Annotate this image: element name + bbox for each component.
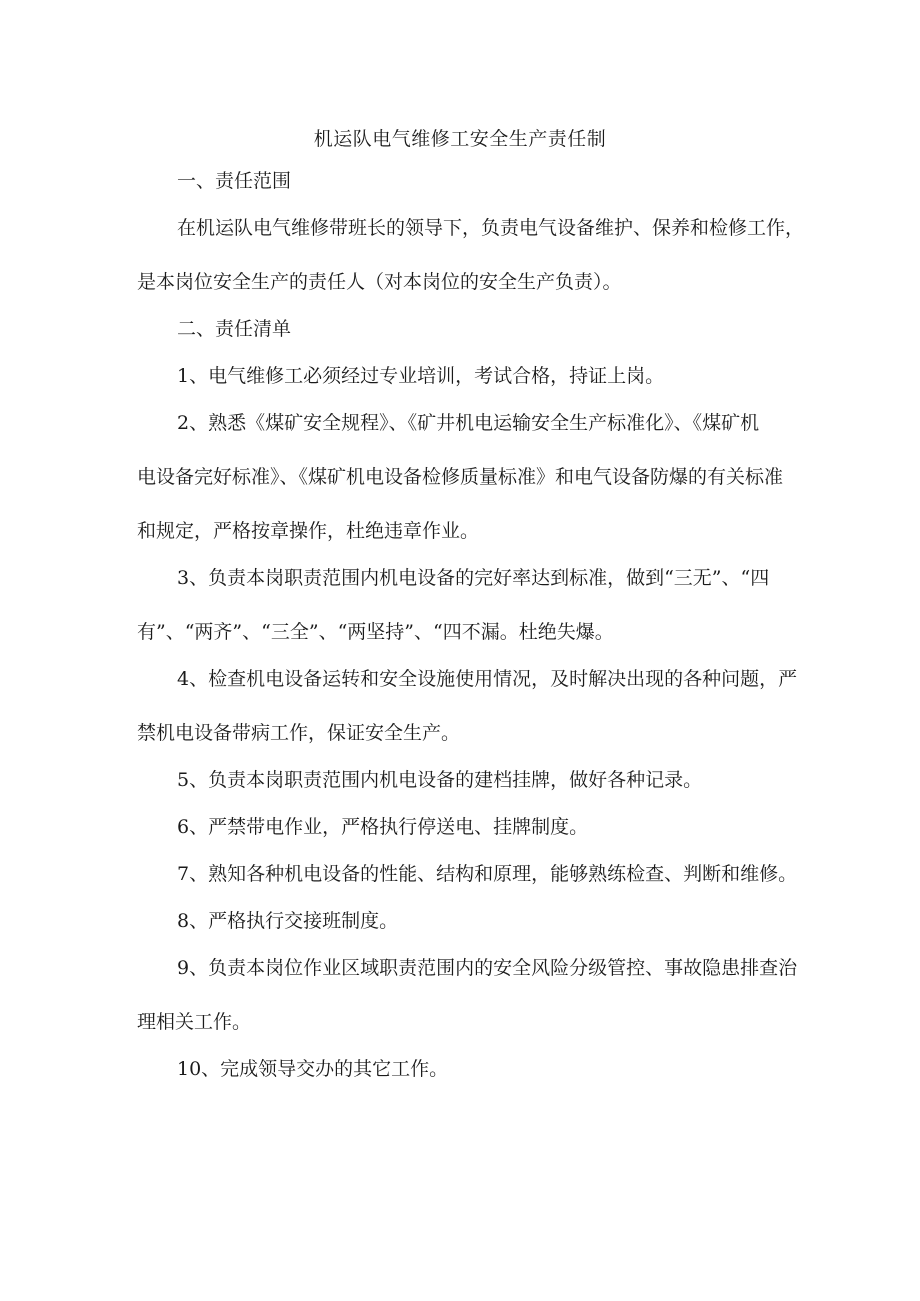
list-item: 10、完成领导交办的其它工作。 (177, 1058, 449, 1080)
scope-line: 是本岗位安全生产的责任人（对本岗位的安全生产负责）。 (137, 271, 622, 293)
list-item: 3、负责本岗职责范围内机电设备的完好率达到标准，做到“三无”、“四 有”、“两齐”、“三全”、“两坚持”、“四不漏。杜绝失爆。 (137, 567, 770, 643)
list-item: 5、负责本岗职责范围内机电设备的建档挂牌，做好各种记录。 (177, 769, 703, 791)
list-item: 9、负责本岗位作业区域职责范围内的安全风险分级管控、事故隐患排查治 理相关工作。 (137, 957, 798, 1033)
list-item: 7、熟知各种机电设备的性能、结构和原理，能够熟练检查、判断和维修。 (177, 863, 798, 885)
scope-line: 在机运队电气维修带班长的领导下，负责电气设备维护、保养和检修工作， (177, 217, 805, 239)
list-item: 4、检查机电设备运转和安全设施使用情况，及时解决出现的各种问题，严 禁机电设备带病工作，保证安全生产。 (137, 668, 798, 744)
list-item: 2、熟悉《煤矿安全规程》、《矿井机电运输安全生产标准化》、《煤矿机 电设备完好标准》、《煤矿机电设备检修质量标准》和电气设备防爆的有关标准 和规定，严格按章操作，杜绝违章作业。 (137, 412, 784, 542)
document-body (137, 168, 805, 1083)
scope-paragraph (137, 215, 805, 296)
list-item: 8、严格执行交接班制度。 (177, 910, 399, 932)
document-title: 机运队电气维修工安全生产责任制 (313, 128, 607, 150)
section-heading-list: 二、责任清单 (177, 318, 292, 340)
list-item: 6、严禁带电作业，严格执行停送电、挂牌制度。 (177, 816, 589, 838)
list-item: 1、电气维修工必须经过专业培训，考试合格，持证上岗。 (177, 365, 665, 387)
section-heading-scope: 一、责任范围 (177, 170, 292, 192)
